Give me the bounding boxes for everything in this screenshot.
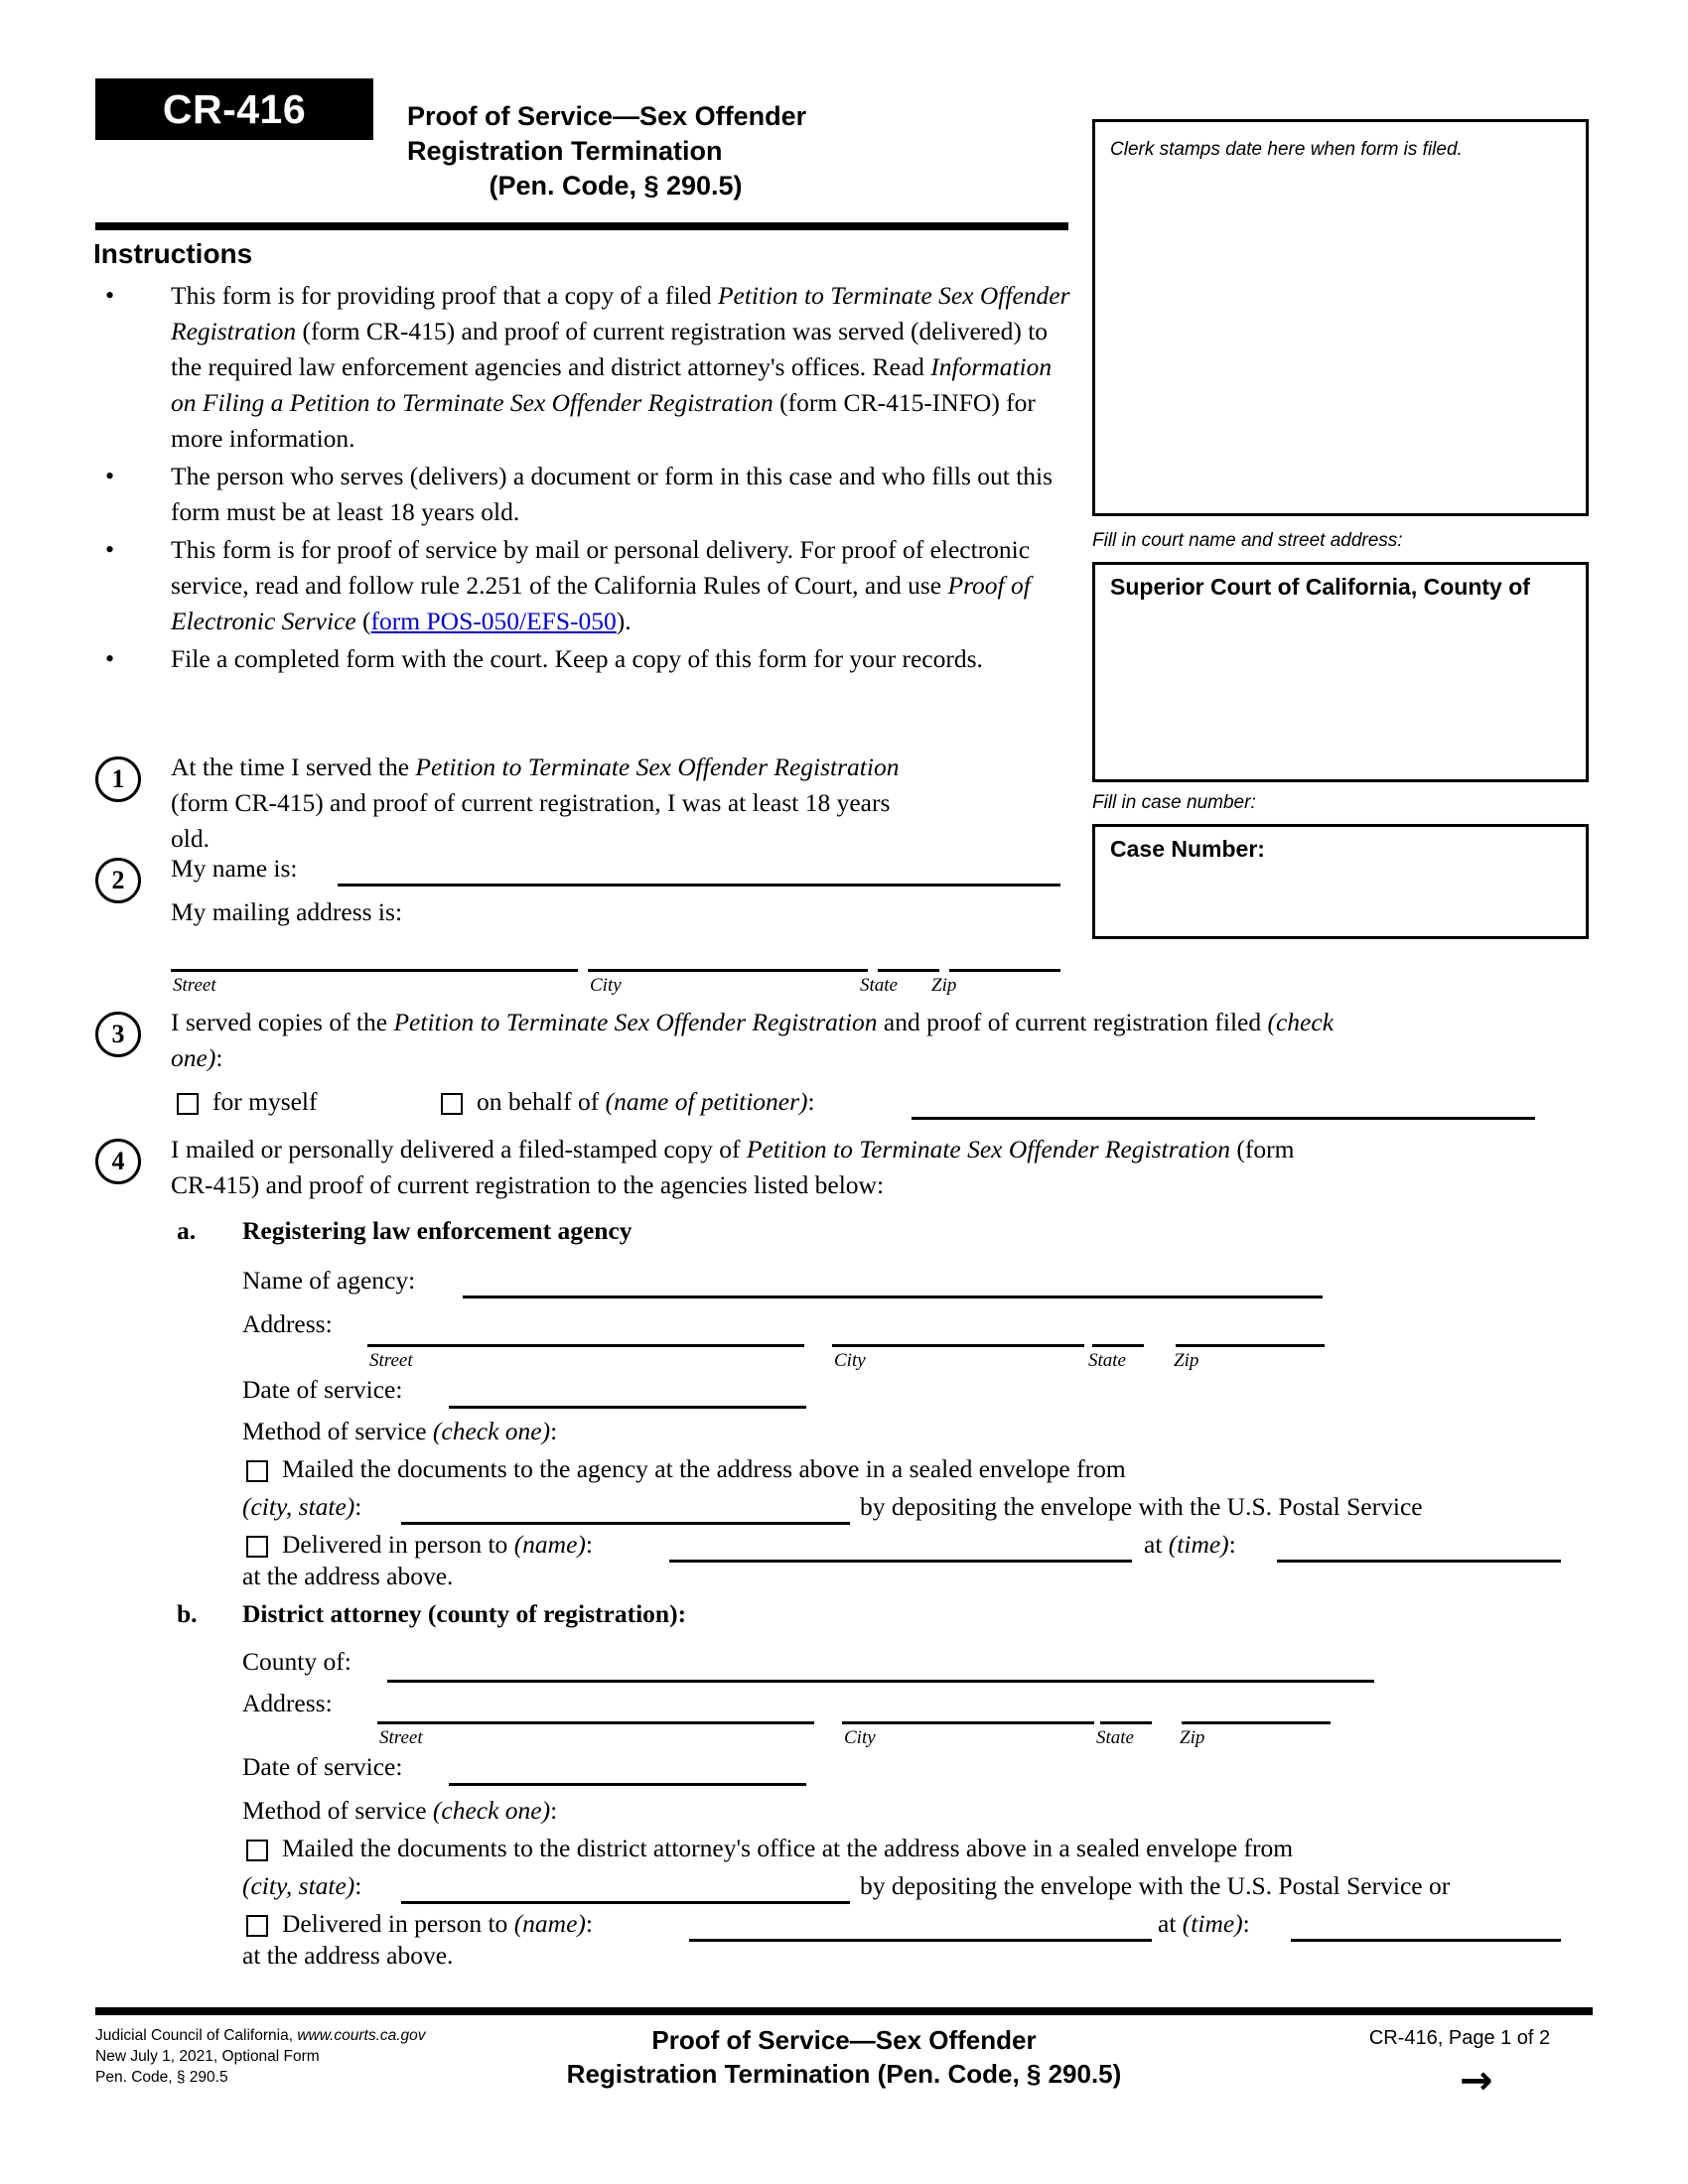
item-2-name-label: My name is: [171, 854, 298, 883]
item-4b-at-text: at [1158, 1909, 1183, 1938]
instruction-bullet [95, 532, 1078, 639]
item-4-text [171, 1132, 1593, 1203]
item-4b-address-label: Address: [242, 1689, 333, 1717]
bullet-dot-icon: • [105, 535, 115, 564]
item-4b-citystate-italic: (city, state) [242, 1871, 355, 1900]
item-4a-zip-input[interactable] [1176, 1344, 1325, 1347]
checkbox-4b-delivered[interactable] [246, 1915, 268, 1937]
item-4a-method-text: Method of service [242, 1417, 433, 1445]
footer-left-block [95, 2025, 426, 2088]
item-4b-city-input[interactable] [842, 1721, 1094, 1724]
item-4b-state-label: State [1096, 1727, 1134, 1748]
form-number-badge: CR-416 [95, 78, 373, 140]
item-4-number: 4 [95, 1139, 141, 1184]
instruction-text-run: (form CR-415-INFO) for more information. [171, 388, 1036, 453]
item-4a-agency-label: Name of agency: [242, 1266, 416, 1295]
item-3-text [171, 1005, 1593, 1076]
item-1-line1-italic: Petition to Terminate Sex Offender Registration [415, 752, 900, 781]
item-4b-citystate-colon: : [354, 1871, 362, 1900]
instruction-text-run: This form is for providing proof that a copy of a filed [171, 281, 718, 310]
clerk-stamp-box[interactable] [1092, 119, 1589, 516]
label-name-of-petitioner: (name of petitioner) [605, 1087, 808, 1116]
footer-title [467, 2023, 1221, 2091]
item-4b-zip-input[interactable] [1182, 1721, 1331, 1724]
instruction-text-run: (form CR-415) and proof of current registration was served (delivered) to the required law enforcement agencies and district attorney's offices. Read [171, 317, 1049, 381]
label-4b-delivered-name: (name) [513, 1909, 586, 1938]
item-4-line1a: I mailed or personally delivered a filed-stamped copy of [171, 1135, 747, 1163]
item-4a-mail-tail: by depositing the envelope with the U.S. Postal Service [860, 1492, 1423, 1521]
item-4b-street-input[interactable] [377, 1721, 814, 1724]
item-2-street-input[interactable] [171, 969, 578, 972]
item-3-number: 3 [95, 1012, 141, 1057]
item-4a-address-above: at the address above. [242, 1562, 454, 1590]
item-2-address-label: My mailing address is: [171, 897, 403, 926]
instructions-heading: Instructions [93, 238, 253, 269]
label-on-behalf-of [477, 1084, 815, 1120]
footer-title-line1: Proof of Service—Sex Offender [651, 2025, 1037, 2055]
item-4a-date-input[interactable] [449, 1406, 806, 1409]
label-4b-delivered [282, 1906, 593, 1942]
item-2-state-input[interactable] [878, 969, 939, 972]
item-3-lead-italic: Petition to Terminate Sex Offender Registration [393, 1008, 878, 1036]
label-for-myself: for myself [212, 1087, 318, 1116]
item-4a-city-label: City [834, 1350, 866, 1371]
form-title-line2: Registration Termination [407, 136, 723, 166]
item-4b-zip-label: Zip [1180, 1727, 1205, 1748]
item-4a-method-label [242, 1414, 557, 1449]
form-title-line3: (Pen. Code, § 290.5) [489, 171, 743, 201]
item-4b-county-label: County of: [242, 1647, 352, 1676]
footer-divider [95, 2007, 1593, 2015]
instruction-italic-run: Petition to Terminate Sex Offender Registration [171, 281, 1070, 345]
bullet-dot-icon: • [105, 281, 115, 310]
item-4b-method-text: Method of service [242, 1796, 433, 1825]
checkbox-4b-mailed[interactable] [246, 1840, 268, 1861]
item-4b-state-input[interactable] [1100, 1721, 1152, 1724]
item-4a-citystate-italic: (city, state) [242, 1492, 355, 1521]
item-4b-citystate-label [242, 1868, 361, 1904]
item-4a-city-input[interactable] [832, 1344, 1084, 1347]
footer-council [95, 2025, 426, 2046]
case-caption-label: Fill in case number: [1092, 792, 1256, 813]
item-2-city-input[interactable] [588, 969, 868, 972]
item-1-text [171, 750, 1064, 857]
instruction-text-run: This form is for proof of service by mail or personal delivery. For proof of electronic service, read and follow rule 2.251 of the California Rules of Court, and use [171, 535, 1031, 600]
label-4b-mailed: Mailed the documents to the district attorney's office at the address above in a sealed envelope from [282, 1834, 1294, 1862]
item-3-lead-a: I served copies of the [171, 1008, 394, 1036]
checkbox-4a-mailed[interactable] [246, 1460, 268, 1482]
item-4a-letter: a. [177, 1216, 197, 1245]
label-4b-delivered-colon: : [585, 1909, 593, 1938]
item-4a-agency-input[interactable] [463, 1296, 1323, 1298]
court-name-text: Superior Court of California, County of [1110, 574, 1530, 600]
footer-council-url: www.courts.ca.gov [297, 2027, 426, 2044]
item-4b-time-colon: : [1242, 1909, 1250, 1938]
item-4a-address-label: Address: [242, 1309, 333, 1338]
instruction-bullet [95, 641, 1078, 677]
form-pos-050-link[interactable]: form POS-050/EFS-050 [370, 607, 617, 635]
case-number-label: Case Number: [1110, 836, 1265, 862]
item-4b-address-above: at the address above. [242, 1941, 454, 1970]
item-3-lead-colon: : [215, 1043, 223, 1072]
item-2-name-input[interactable] [338, 884, 1060, 887]
label-4a-mailed: Mailed the documents to the agency at the address above in a sealed envelope from [282, 1454, 1126, 1483]
footer-council-text: Judicial Council of California, [95, 2027, 298, 2044]
instruction-bullet [95, 278, 1078, 457]
item-4b-time-input[interactable] [1291, 1939, 1561, 1942]
checkbox-for-myself[interactable] [177, 1093, 199, 1115]
item-4b-heading: District attorney (county of registration): [242, 1599, 687, 1628]
footer-revision: New July 1, 2021, Optional Form [95, 2048, 320, 2065]
item-4a-heading: Registering law enforcement agency [242, 1216, 633, 1245]
instruction-italic-run: Proof of Electronic Service [171, 571, 1031, 635]
instruction-text-run: The person who serves (delivers) a document or form in this case and who fills out this form must be at least 18 years old. [171, 462, 1054, 526]
item-2-state-label: State [860, 975, 898, 996]
item-4b-date-input[interactable] [449, 1783, 806, 1786]
instruction-text-run: File a completed form with the court. Keep a copy of this form for your records. [171, 644, 983, 673]
court-caption-label: Fill in court name and street address: [1092, 530, 1403, 551]
bullet-dot-icon: • [105, 462, 115, 490]
item-4a-delivered-name-input[interactable] [669, 1560, 1132, 1563]
item-3-petitioner-input[interactable] [912, 1117, 1535, 1120]
item-1-line2: (form CR-415) and proof of current registration, I was at least 18 years [171, 788, 891, 817]
instruction-text-run: ( [355, 607, 371, 635]
item-4b-method-check-one: (check one) [432, 1796, 551, 1825]
item-4a-citystate-input[interactable] [401, 1522, 850, 1525]
item-4a-citystate-label [242, 1489, 361, 1525]
footer-page-info: CR-416, Page 1 of 2 [1368, 2027, 1551, 2049]
checkbox-on-behalf-of[interactable] [441, 1093, 463, 1115]
item-1-line1a: At the time I served the [171, 752, 416, 781]
item-4b-street-label: Street [379, 1727, 423, 1748]
item-4a-method-check-one: (check one) [432, 1417, 551, 1445]
item-2-number: 2 [95, 858, 141, 903]
item-3-lead-check: (check [1267, 1008, 1335, 1036]
instruction-text-run: ). [616, 607, 632, 635]
item-2-city-label: City [590, 975, 622, 996]
item-4b-delivered-name-input[interactable] [689, 1939, 1152, 1942]
item-2-zip-label: Zip [931, 975, 957, 996]
item-4-line1-italic: Petition to Terminate Sex Offender Registration [746, 1135, 1230, 1163]
item-4b-mail-tail: by depositing the envelope with the U.S. Postal Service or [860, 1871, 1451, 1900]
item-4a-citystate-colon: : [354, 1492, 362, 1521]
item-1-number: 1 [95, 756, 141, 802]
header-divider [95, 222, 1068, 230]
instruction-italic-run: Information on Filing a Petition to Terminate Sex Offender Registration [171, 352, 1053, 417]
footer-code: Pen. Code, § 290.5 [95, 2069, 228, 2086]
clerk-stamp-label: Clerk stamps date here when form is filed. [1110, 139, 1463, 160]
label-4a-delivered [282, 1527, 593, 1563]
label-4a-delivered-colon: : [585, 1530, 593, 1559]
item-4a-zip-label: Zip [1174, 1350, 1199, 1371]
footer-title-line2: Registration Termination (Pen. Code, § 290.5) [566, 2059, 1122, 2089]
item-4a-time-colon: : [1228, 1530, 1236, 1559]
form-title [407, 99, 1062, 204]
item-4-line2: CR-415) and proof of current registration to the agencies listed below: [171, 1170, 885, 1199]
item-4a-date-label: Date of service: [242, 1375, 403, 1404]
item-4b-date-label: Date of service: [242, 1752, 403, 1781]
label-on-behalf-colon: : [807, 1087, 815, 1116]
item-4a-at-text: at [1144, 1530, 1169, 1559]
item-3-lead-one: one) [171, 1043, 216, 1072]
item-4b-method-colon: : [550, 1796, 558, 1825]
label-4a-delivered-name: (name) [513, 1530, 586, 1559]
instructions-list [95, 278, 1078, 679]
item-1-line3: old. [171, 824, 210, 853]
item-4a-state-input[interactable] [1092, 1344, 1144, 1347]
item-4a-street-label: Street [369, 1350, 413, 1371]
form-title-line1: Proof of Service—Sex Offender [407, 101, 807, 131]
item-2-zip-input[interactable] [949, 969, 1060, 972]
item-4a-time-label [1144, 1527, 1236, 1563]
item-4a-time-italic: (time) [1168, 1530, 1229, 1559]
item-4a-time-input[interactable] [1277, 1560, 1561, 1563]
next-page-arrow-icon: → [1460, 2058, 1493, 2104]
label-4a-delivered-text: Delivered in person to [282, 1530, 514, 1559]
item-4b-time-label [1158, 1906, 1250, 1942]
item-4b-county-input[interactable] [387, 1680, 1374, 1683]
item-2-street-label: Street [173, 975, 216, 996]
item-4b-city-label: City [844, 1727, 876, 1748]
label-on-behalf-text: on behalf of [477, 1087, 606, 1116]
bullet-dot-icon: • [105, 644, 115, 673]
item-4b-time-italic: (time) [1182, 1909, 1243, 1938]
item-4-line1b: (form [1229, 1135, 1295, 1163]
instruction-bullet [95, 459, 1078, 530]
item-4b-citystate-input[interactable] [401, 1901, 850, 1904]
item-4b-method-label [242, 1793, 557, 1829]
item-4b-letter: b. [177, 1599, 198, 1628]
checkbox-4a-delivered[interactable] [246, 1536, 268, 1558]
item-4a-method-colon: : [550, 1417, 558, 1445]
item-4a-state-label: State [1088, 1350, 1126, 1371]
item-4a-street-input[interactable] [367, 1344, 804, 1347]
item-3-lead-b: and proof of current registration filed [877, 1008, 1268, 1036]
label-4b-delivered-text: Delivered in person to [282, 1909, 514, 1938]
